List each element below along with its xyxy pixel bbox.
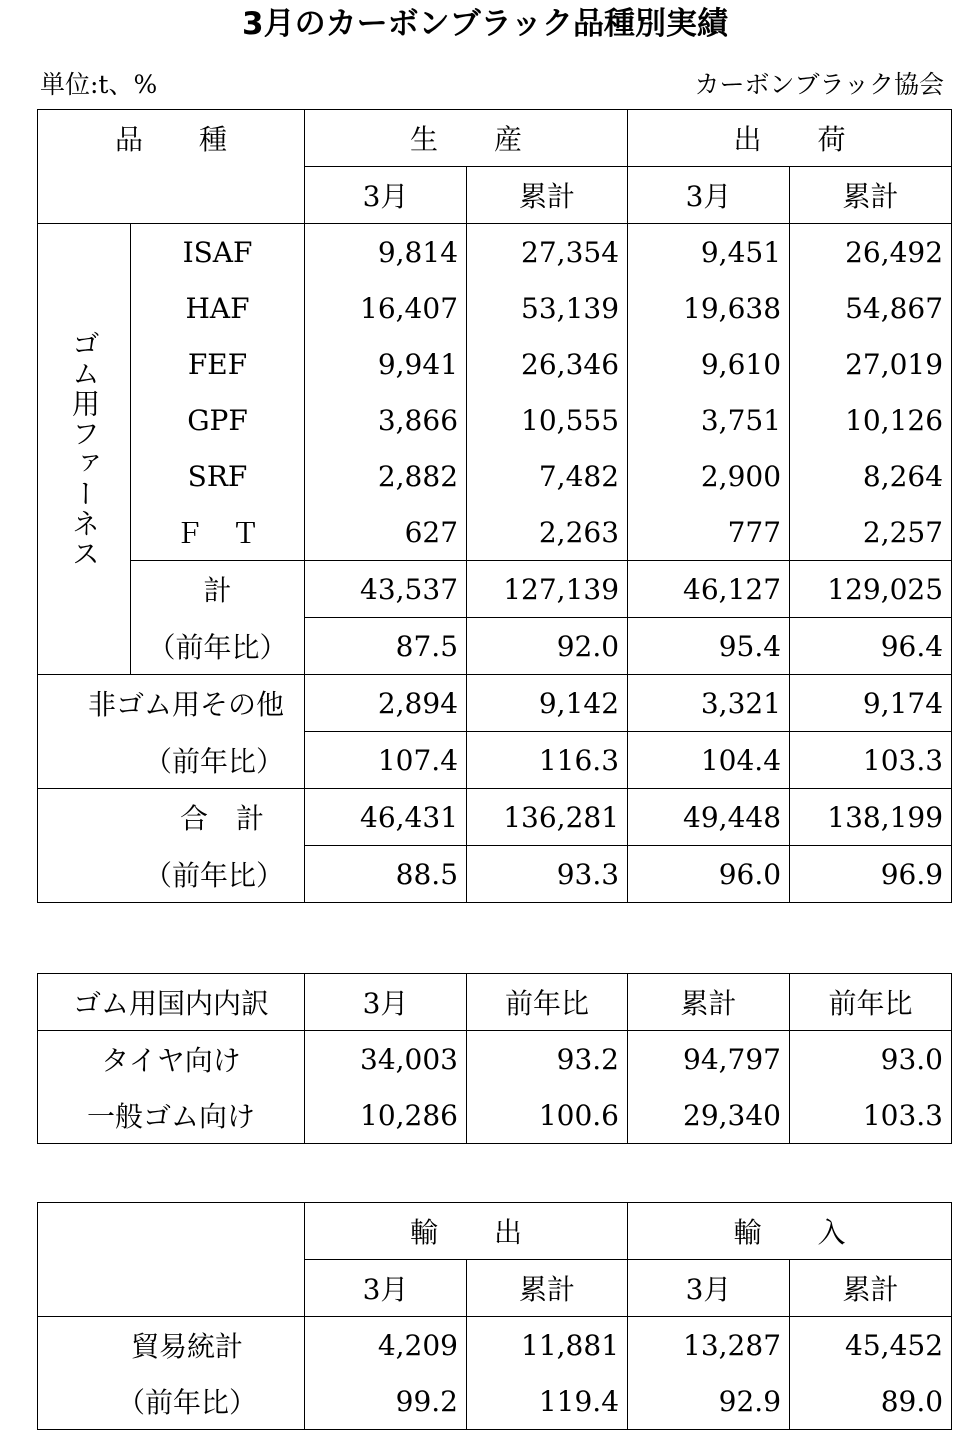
domestic-breakdown-table <box>37 973 952 1144</box>
value-cell: 3,321 <box>628 675 790 732</box>
row-label: GPF <box>131 392 305 448</box>
value-cell: 10,126 <box>790 392 952 448</box>
header-export: 輸 出 <box>305 1203 628 1260</box>
value-cell: 2,263 <box>467 504 628 561</box>
value-cell: 100.6 <box>467 1087 628 1144</box>
row-label: HAF <box>131 280 305 336</box>
sub-header: 3月 <box>305 167 467 224</box>
value-cell: 29,340 <box>628 1087 790 1144</box>
value-cell: 129,025 <box>790 561 952 618</box>
group-label-rubber-furnace: ゴム用ファーネス <box>38 224 131 675</box>
value-cell: 96.0 <box>628 846 790 903</box>
row-label: タイヤ向け <box>38 1031 305 1088</box>
header-hinshu: 品 種 <box>38 110 305 167</box>
value-cell: 27,354 <box>467 224 628 281</box>
value-cell: 34,003 <box>305 1031 467 1088</box>
value-cell: 99.2 <box>305 1373 467 1430</box>
sub-header: 累計 <box>790 167 952 224</box>
value-cell: 9,174 <box>790 675 952 732</box>
header-import: 輸 入 <box>628 1203 952 1260</box>
sub-header: 累計 <box>628 974 790 1031</box>
value-cell: 53,139 <box>467 280 628 336</box>
value-cell: 107.4 <box>305 732 467 789</box>
production-shipment-table <box>37 109 952 903</box>
value-cell: 94,797 <box>628 1031 790 1088</box>
value-cell: 10,286 <box>305 1087 467 1144</box>
value-cell: 13,287 <box>628 1317 790 1374</box>
value-cell: 54,867 <box>790 280 952 336</box>
value-cell: 26,492 <box>790 224 952 281</box>
header-hinshu-blank <box>38 167 305 224</box>
value-cell: 3,751 <box>628 392 790 448</box>
header-domestic: ゴム用国内内訳 <box>38 974 305 1031</box>
value-cell: 93.3 <box>467 846 628 903</box>
row-label-nonrubber: 非ゴム用その他 <box>38 675 305 732</box>
value-cell: 2,882 <box>305 448 467 504</box>
value-cell: 27,019 <box>790 336 952 392</box>
sub-header: 3月 <box>628 1260 790 1317</box>
value-cell: 116.3 <box>467 732 628 789</box>
value-cell: 93.2 <box>467 1031 628 1088</box>
sub-header: 3月 <box>628 167 790 224</box>
value-cell: 9,610 <box>628 336 790 392</box>
value-cell: 2,257 <box>790 504 952 561</box>
row-label-ratio: （前年比） <box>38 1373 305 1430</box>
row-label: Ｆ Ｔ <box>131 504 305 561</box>
sub-header: 前年比 <box>467 974 628 1031</box>
value-cell: 10,555 <box>467 392 628 448</box>
value-cell: 8,264 <box>790 448 952 504</box>
value-cell: 88.5 <box>305 846 467 903</box>
sub-header: 3月 <box>305 1260 467 1317</box>
value-cell: 46,431 <box>305 789 467 846</box>
value-cell: 26,346 <box>467 336 628 392</box>
value-cell: 2,900 <box>628 448 790 504</box>
value-cell: 16,407 <box>305 280 467 336</box>
value-cell: 46,127 <box>628 561 790 618</box>
value-cell: 45,452 <box>790 1317 952 1374</box>
header-production: 生 産 <box>305 110 628 167</box>
value-cell: 96.4 <box>790 618 952 675</box>
value-cell: 95.4 <box>628 618 790 675</box>
value-cell: 49,448 <box>628 789 790 846</box>
value-cell: 104.4 <box>628 732 790 789</box>
header-blank <box>38 1260 305 1317</box>
row-label: SRF <box>131 448 305 504</box>
value-cell: 9,814 <box>305 224 467 281</box>
value-cell: 2,894 <box>305 675 467 732</box>
value-cell: 92.0 <box>467 618 628 675</box>
value-cell: 136,281 <box>467 789 628 846</box>
value-cell: 87.5 <box>305 618 467 675</box>
value-cell: 103.3 <box>790 732 952 789</box>
value-cell: 119.4 <box>467 1373 628 1430</box>
page-title: 3月のカーボンブラック品種別実績 <box>242 6 728 42</box>
value-cell: 11,881 <box>467 1317 628 1374</box>
value-cell: 3,866 <box>305 392 467 448</box>
sub-header: 累計 <box>467 1260 628 1317</box>
value-cell: 777 <box>628 504 790 561</box>
unit-label: 単位:t、% <box>40 70 158 99</box>
row-label: 一般ゴム向け <box>38 1087 305 1144</box>
value-cell: 7,482 <box>467 448 628 504</box>
row-label-ratio: （前年比） <box>38 846 305 903</box>
value-cell: 127,139 <box>467 561 628 618</box>
row-label: 貿易統計 <box>38 1317 305 1374</box>
row-label-subtotal: 計 <box>131 561 305 618</box>
value-cell: 96.9 <box>790 846 952 903</box>
row-label-ratio: （前年比） <box>131 618 305 675</box>
trade-statistics-table <box>37 1202 952 1430</box>
sub-header: 3月 <box>305 974 467 1031</box>
value-cell: 9,142 <box>467 675 628 732</box>
sub-header: 累計 <box>790 1260 952 1317</box>
value-cell: 43,537 <box>305 561 467 618</box>
source-label: カーボンブラック協会 <box>694 70 944 99</box>
value-cell: 93.0 <box>790 1031 952 1088</box>
value-cell: 89.0 <box>790 1373 952 1430</box>
row-label-ratio: （前年比） <box>38 732 305 789</box>
value-cell: 627 <box>305 504 467 561</box>
value-cell: 9,451 <box>628 224 790 281</box>
value-cell: 92.9 <box>628 1373 790 1430</box>
value-cell: 4,209 <box>305 1317 467 1374</box>
header-shipment: 出 荷 <box>628 110 952 167</box>
value-cell: 138,199 <box>790 789 952 846</box>
row-label: FEF <box>131 336 305 392</box>
row-label-total: 合 計 <box>38 789 305 846</box>
value-cell: 9,941 <box>305 336 467 392</box>
row-label: ISAF <box>131 224 305 281</box>
sub-header: 前年比 <box>790 974 952 1031</box>
value-cell: 103.3 <box>790 1087 952 1144</box>
sub-header: 累計 <box>467 167 628 224</box>
header-blank <box>38 1203 305 1260</box>
value-cell: 19,638 <box>628 280 790 336</box>
